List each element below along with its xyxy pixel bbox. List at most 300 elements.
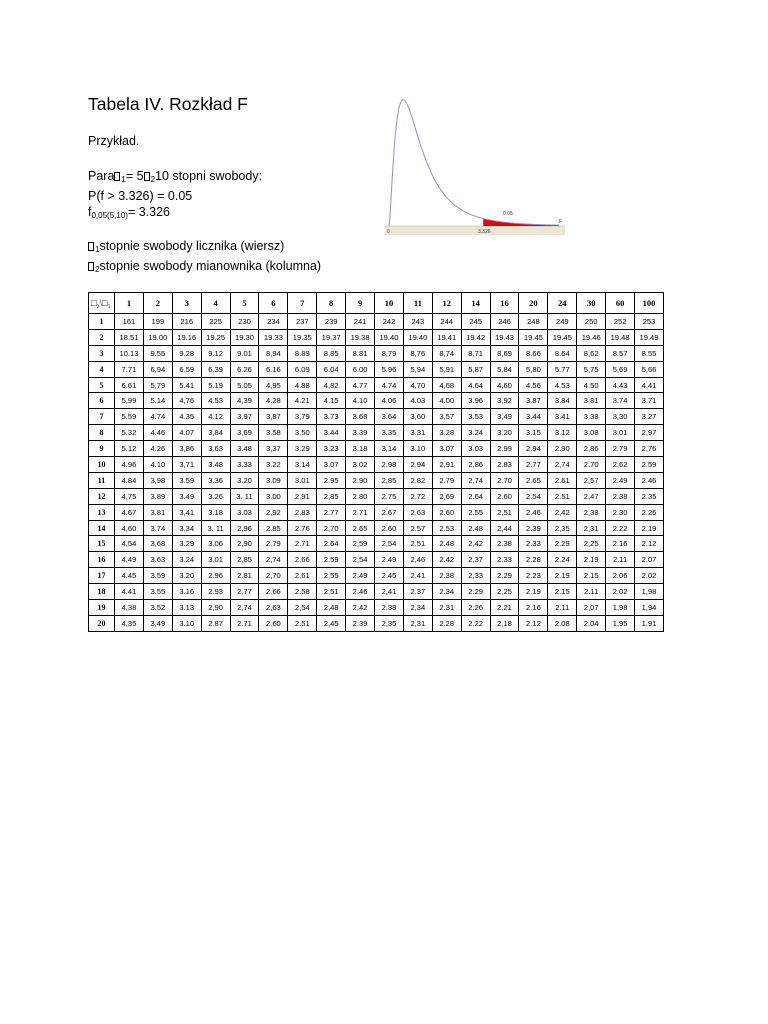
table-cell: 2,54 [288, 600, 317, 616]
table-cell: 2.61 [288, 568, 317, 584]
row-header: 15 [89, 536, 115, 552]
table-cell: 18.51 [115, 329, 144, 345]
table-cell: 2.31 [432, 600, 461, 616]
table-cell: 2,92 [259, 504, 288, 520]
table-cell: 6.00 [346, 361, 375, 377]
table-cell: 19.25 [201, 329, 230, 345]
table-cell: 2,70 [317, 520, 346, 536]
table-cell: 3.20 [490, 425, 519, 441]
table-cell: 3.01 [201, 552, 230, 568]
table-cell: 4.12 [201, 409, 230, 425]
table-cell: 3.74 [143, 520, 172, 536]
table-cell: 3.58 [259, 425, 288, 441]
table-cell: 8.55 [635, 345, 664, 361]
row-header: 19 [89, 600, 115, 616]
table-cell: 3.28 [432, 425, 461, 441]
table-cell: 2,31 [403, 615, 432, 631]
table-cell: 3.48 [201, 457, 230, 473]
table-cell: 19.45 [548, 329, 577, 345]
table-cell: 3,30 [606, 409, 635, 425]
table-cell: 3.10 [172, 615, 201, 631]
table-cell: 2.65 [519, 472, 548, 488]
table-cell: 2.48 [432, 536, 461, 552]
table-cell: 4.00 [432, 393, 461, 409]
table-cell: 3.03 [461, 441, 490, 457]
table-cell: 5.19 [201, 377, 230, 393]
table-cell: 8.57 [606, 345, 635, 361]
table-row [89, 615, 664, 631]
table-cell: 2,34 [403, 600, 432, 616]
table-cell: 3.01 [606, 425, 635, 441]
table-cell: 3,49 [143, 615, 172, 631]
row-header: 5 [89, 377, 115, 393]
table-cell: 3,57 [432, 409, 461, 425]
table-cell: 2.08 [548, 615, 577, 631]
table-cell: 2,42 [346, 600, 375, 616]
table-cell: 2.51 [288, 615, 317, 631]
table-row [89, 536, 664, 552]
table-cell: 5,91 [432, 361, 461, 377]
table-cell: 2,54 [346, 552, 375, 568]
example-line-probability: P(f > 3.326) = 0.05 [88, 189, 193, 203]
row-header: 2 [89, 329, 115, 345]
table-cell: 3.64 [375, 409, 404, 425]
table-cell: 2.22 [606, 520, 635, 536]
table-cell: 2.49 [346, 568, 375, 584]
row-header: 20 [89, 615, 115, 631]
table-cell: 3.03 [230, 504, 259, 520]
table-cell: 2.95 [317, 472, 346, 488]
missing-glyph-icon [144, 172, 150, 181]
row-header: 18 [89, 584, 115, 600]
dof-numerator: $_1$stopnie swobody licznika (wiersz) [88, 238, 321, 258]
table-cell: 6.59 [172, 361, 201, 377]
table-cell: 2.83 [490, 457, 519, 473]
table-cell: 10.13 [115, 345, 144, 361]
column-header: 100 [635, 293, 664, 314]
table-cell: 2,35 [375, 615, 404, 631]
table-cell: 2.91 [288, 488, 317, 504]
table-cell: 3.13 [172, 600, 201, 616]
table-cell: 8,74 [432, 345, 461, 361]
table-cell: 5.05 [230, 377, 259, 393]
table-cell: 3,68 [143, 536, 172, 552]
table-cell: 2.16 [519, 600, 548, 616]
table-cell: 2.55 [461, 504, 490, 520]
table-row [89, 361, 664, 377]
table-cell: 3.33 [230, 457, 259, 473]
table-cell: 2,57 [577, 472, 606, 488]
table-row [89, 441, 664, 457]
table-cell: 2.65 [346, 520, 375, 536]
table-cell: 4.10 [143, 457, 172, 473]
table-cell: 8,69 [490, 345, 519, 361]
table-row [89, 584, 664, 600]
table-cell: 3.27 [635, 409, 664, 425]
table-cell: 4.96 [115, 457, 144, 473]
table-cell: 2.24 [548, 552, 577, 568]
table-cell: 19.38 [346, 329, 375, 345]
table-cell: 5,99 [115, 393, 144, 409]
table-cell: 2.58 [288, 584, 317, 600]
row-header: 1 [89, 314, 115, 330]
table-cell: 2.60 [259, 615, 288, 631]
table-cell: 2.72 [403, 488, 432, 504]
table-cell: 3.59 [143, 568, 172, 584]
f-distribution-table [88, 292, 664, 632]
table-cell: 2.75 [375, 488, 404, 504]
table-cell: 2.21 [490, 600, 519, 616]
table-cell: 2.02 [606, 584, 635, 600]
table-cell: 2.76 [288, 520, 317, 536]
table-cell: 3.31 [403, 425, 432, 441]
table-cell: 8.66 [519, 345, 548, 361]
table-cell: 2,42 [461, 536, 490, 552]
table-cell: 3.06 [201, 536, 230, 552]
table-cell: 3.44 [317, 425, 346, 441]
table-cell: 3.44 [519, 409, 548, 425]
table-cell: 3.26 [201, 488, 230, 504]
table-cell: 5,87 [461, 361, 490, 377]
table-cell: 3.38 [577, 409, 606, 425]
table-cell: 4.07 [172, 425, 201, 441]
table-row [89, 457, 664, 473]
table-cell: 3.63 [201, 441, 230, 457]
table-cell: 4.10 [346, 393, 375, 409]
table-row [89, 345, 664, 361]
column-header: 16 [490, 293, 519, 314]
table-cell: 2.46 [635, 472, 664, 488]
table-cell: 1,98 [606, 600, 635, 616]
table-cell: 237 [288, 314, 317, 330]
table-cell: 230 [230, 314, 259, 330]
table-cell: 4,60 [490, 377, 519, 393]
table-row [89, 504, 664, 520]
table-cell: 3.14 [288, 457, 317, 473]
table-cell: 5,66 [635, 361, 664, 377]
table-cell: 3.29 [288, 441, 317, 457]
table-cell: 2,74 [461, 472, 490, 488]
table-cell: 3.71 [635, 393, 664, 409]
table-cell: 2,18 [490, 615, 519, 631]
table-row [89, 314, 664, 330]
table-cell: 9.28 [172, 345, 201, 361]
table-cell: 2.38 [432, 568, 461, 584]
table-cell: 2.87 [201, 615, 230, 631]
table-cell: 2.99 [490, 441, 519, 457]
critical-value-label: 3.326 [478, 229, 491, 235]
table-cell: 2,86 [461, 457, 490, 473]
table-cell: 2,74 [230, 600, 259, 616]
table-cell: 2.62 [606, 457, 635, 473]
table-cell: 2.12 [635, 536, 664, 552]
table-cell: 2.83 [288, 504, 317, 520]
table-row [89, 425, 664, 441]
table-cell: 2,74 [548, 457, 577, 473]
table-cell: 3.96 [461, 393, 490, 409]
table-cell: 2.34 [432, 584, 461, 600]
table-cell: 2.11 [548, 600, 577, 616]
table-row [89, 472, 664, 488]
table-cell: 2.19 [519, 584, 548, 600]
table-cell: 253 [635, 314, 664, 330]
table-cell: 4.26 [143, 441, 172, 457]
row-header: 9 [89, 441, 115, 457]
table-cell: 4.84 [115, 472, 144, 488]
table-cell: 2.61 [548, 472, 577, 488]
table-cell: 5.96 [375, 361, 404, 377]
table-cell: 3,41 [172, 504, 201, 520]
row-header: 8 [89, 425, 115, 441]
table-cell: 2.53 [432, 520, 461, 536]
table-cell: 4,76 [172, 393, 201, 409]
table-cell: 4.56 [519, 377, 548, 393]
table-cell: 3.29 [172, 536, 201, 552]
table-cell: 19.40 [375, 329, 404, 345]
table-cell: 3.63 [143, 552, 172, 568]
column-header: 24 [548, 293, 577, 314]
table-cell: 4,82 [317, 377, 346, 393]
table-cell: 8,85 [317, 345, 346, 361]
row-header: 12 [89, 488, 115, 504]
table-row [89, 520, 664, 536]
table-cell: 2.19 [577, 552, 606, 568]
table-cell: 4.53 [201, 393, 230, 409]
dof-denominator: $_2$stopnie swobody mianownika (kolumna) [88, 258, 321, 278]
table-cell: 4,60 [115, 520, 144, 536]
dof-legend [88, 238, 321, 278]
table-cell: 5.12 [115, 441, 144, 457]
row-header: 10 [89, 457, 115, 473]
axis-band [385, 226, 565, 235]
table-cell: 19.37 [317, 329, 346, 345]
example-label: Przykład. [88, 134, 140, 148]
table-cell: 4.43 [606, 377, 635, 393]
row-header: 11 [89, 472, 115, 488]
table-cell: 4.41 [115, 584, 144, 600]
table-cell: 8,62 [577, 345, 606, 361]
table-cell: 2.22 [461, 615, 490, 631]
table-cell: 4,68 [432, 377, 461, 393]
row-header: 17 [89, 568, 115, 584]
table-corner: □₂\□₁ [89, 293, 115, 314]
row-header: 7 [89, 409, 115, 425]
table-cell: 3.74 [606, 393, 635, 409]
table-cell: 2.38 [375, 600, 404, 616]
table-cell: 3,69 [230, 425, 259, 441]
table-cell: 2,45 [317, 615, 346, 631]
table-cell: 6.39 [201, 361, 230, 377]
table-cell: 4.88 [288, 377, 317, 393]
table-cell: 2.79 [606, 441, 635, 457]
table-cell: 2,31 [577, 520, 606, 536]
table-cell: 3.59 [172, 472, 201, 488]
table-cell: 3,60 [403, 409, 432, 425]
column-header: 1 [115, 293, 144, 314]
table-cell: 4.28 [259, 393, 288, 409]
table-cell: 2.85 [259, 520, 288, 536]
table-cell: 2,91 [432, 457, 461, 473]
table-cell: 2.59 [317, 552, 346, 568]
table-cell: 2.71 [346, 504, 375, 520]
table-cell: 2.90 [548, 441, 577, 457]
table-cell: 2,63 [259, 600, 288, 616]
table-cell: 3.20 [230, 472, 259, 488]
column-header: 14 [461, 293, 490, 314]
table-header-row [89, 293, 664, 314]
table-cell: 8,76 [403, 345, 432, 361]
table-cell: 3.97 [230, 409, 259, 425]
table-cell: 4.46 [143, 425, 172, 441]
table-cell: 8,94 [259, 345, 288, 361]
table-cell: 3.84 [548, 393, 577, 409]
table-cell: 2.70 [490, 472, 519, 488]
table-row [89, 377, 664, 393]
table-cell: 5.59 [115, 409, 144, 425]
table-cell: 2,51 [490, 504, 519, 520]
table-cell: 2.98 [375, 457, 404, 473]
table-cell: 3. 11 [201, 520, 230, 536]
column-header: 8 [317, 293, 346, 314]
table-cell: 241 [346, 314, 375, 330]
table-cell: 5,94 [403, 361, 432, 377]
example-line-df: Para $_1$= 5 $_2$10 stopni swobody: [88, 169, 263, 184]
column-header: 5 [230, 293, 259, 314]
table-cell: 2,76 [635, 441, 664, 457]
table-cell: 3.55 [143, 584, 172, 600]
row-header: 3 [89, 345, 115, 361]
table-cell: 4.03 [403, 393, 432, 409]
table-row [89, 568, 664, 584]
table-cell: 2.11 [606, 552, 635, 568]
table-cell: 2.67 [375, 504, 404, 520]
table-row [89, 488, 664, 504]
table-cell: 2.66 [288, 552, 317, 568]
table-cell: 3. 11 [230, 488, 259, 504]
table-cell: 4.53 [548, 377, 577, 393]
table-cell: 2,97 [635, 425, 664, 441]
table-cell: 2.48 [461, 520, 490, 536]
table-cell: 19.42 [461, 329, 490, 345]
table-cell: 2.06 [606, 568, 635, 584]
row-header: 14 [89, 520, 115, 536]
table-cell: 2.33 [490, 552, 519, 568]
table-cell: 19.16 [172, 329, 201, 345]
table-cell: 216 [172, 314, 201, 330]
table-cell: 2.33 [519, 536, 548, 552]
table-cell: 3.81 [577, 393, 606, 409]
table-cell: 2.79 [259, 536, 288, 552]
table-cell: 19.45 [519, 329, 548, 345]
table-cell: 1.91 [635, 615, 664, 631]
table-cell: 2.94 [403, 457, 432, 473]
table-cell: 246 [490, 314, 519, 330]
table-cell: 3.01 [288, 472, 317, 488]
table-cell: 2,85 [230, 552, 259, 568]
table-cell: 3.18 [346, 441, 375, 457]
table-cell: 3.22 [259, 457, 288, 473]
table-cell: 2.64 [317, 536, 346, 552]
table-cell: 19.41 [432, 329, 461, 345]
table-cell: 2.38 [490, 536, 519, 552]
column-header: 2 [143, 293, 172, 314]
row-header: 13 [89, 504, 115, 520]
table-cell: 3.18 [201, 504, 230, 520]
table-cell: 4,95 [259, 377, 288, 393]
table-cell: 4,70 [403, 377, 432, 393]
table-cell: 2,69 [432, 488, 461, 504]
table-cell: 2,85 [375, 472, 404, 488]
table-cell: 2.80 [346, 488, 375, 504]
table-cell: 3.35 [375, 425, 404, 441]
table-cell: 3.87 [519, 393, 548, 409]
table-cell: 19.33 [259, 329, 288, 345]
table-cell: 2.90 [346, 472, 375, 488]
table-cell: 2,85 [317, 488, 346, 504]
table-cell: 2.11 [577, 584, 606, 600]
table-cell: 3.16 [172, 584, 201, 600]
table-cell: 3.36 [201, 472, 230, 488]
table-cell: 2.28 [519, 552, 548, 568]
example-block [88, 168, 262, 224]
table-cell: 2.15 [548, 584, 577, 600]
table-cell: 3,84 [201, 425, 230, 441]
table-cell: 2.81 [230, 568, 259, 584]
table-cell: 2.04 [577, 615, 606, 631]
table-cell: 4.67 [115, 504, 144, 520]
table-cell: 2.12 [519, 615, 548, 631]
table-cell: 2,25 [490, 584, 519, 600]
table-cell: 3.24 [172, 552, 201, 568]
table-cell: 2.94 [519, 441, 548, 457]
table-cell: 2.60 [375, 520, 404, 536]
table-cell: 4.21 [288, 393, 317, 409]
table-cell: 2,41 [375, 584, 404, 600]
table-cell: 3.10 [403, 441, 432, 457]
table-cell: 3.49 [172, 488, 201, 504]
table-cell: 3.53 [461, 409, 490, 425]
table-cell: 4.50 [577, 377, 606, 393]
table-cell: 2,54 [375, 536, 404, 552]
table-cell: 3.20 [172, 568, 201, 584]
table-cell: 5.32 [115, 425, 144, 441]
column-header: 4 [201, 293, 230, 314]
example-line-critical: $f_{0,05(5,10)}= 3.326$ [88, 205, 171, 220]
table-cell: 2.77 [519, 457, 548, 473]
zero-label: 0 [387, 229, 390, 235]
table-cell: 3.07 [432, 441, 461, 457]
table-cell: 225 [201, 314, 230, 330]
table-cell: 3.34 [172, 520, 201, 536]
table-cell: 2.66 [259, 584, 288, 600]
table-cell: 2.51 [403, 536, 432, 552]
table-cell: 4,39 [230, 393, 259, 409]
column-header: 3 [172, 293, 201, 314]
table-cell: 2,48 [317, 600, 346, 616]
table-cell: 6.26 [230, 361, 259, 377]
table-cell: 19.40 [403, 329, 432, 345]
table-cell: 3.50 [288, 425, 317, 441]
column-header: 12 [432, 293, 461, 314]
table-cell: 6.61 [115, 377, 144, 393]
table-cell: 4.77 [346, 377, 375, 393]
table-cell: 2.71 [288, 536, 317, 552]
table-cell: 2.38 [606, 488, 635, 504]
table-cell: 3.23 [317, 441, 346, 457]
table-row [89, 329, 664, 345]
table-cell: 3,71 [172, 457, 201, 473]
table-cell: 249 [548, 314, 577, 330]
